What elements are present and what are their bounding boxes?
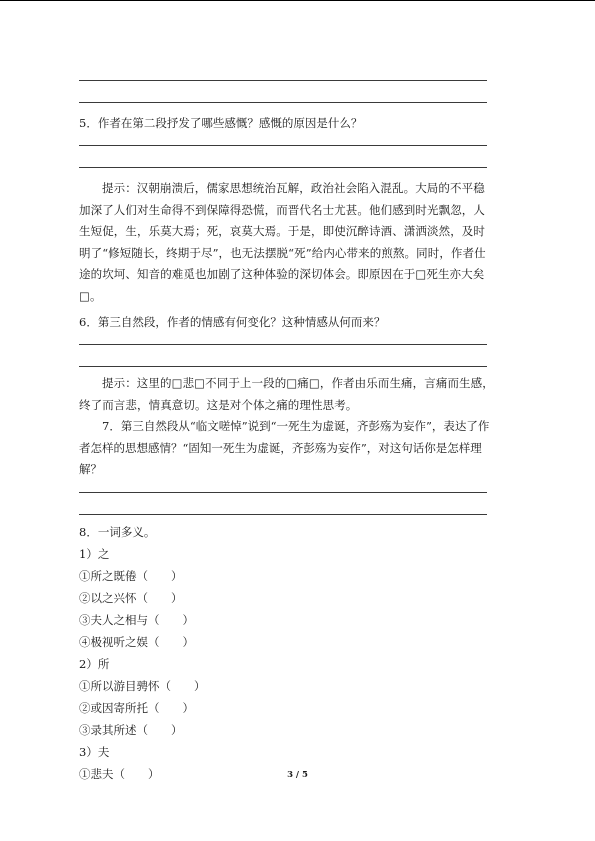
answer-line bbox=[79, 344, 487, 345]
list-item: ③录其所述（ ） bbox=[79, 722, 183, 737]
group-heading: 1）之 bbox=[79, 546, 110, 561]
page-number: 3 / 5 bbox=[287, 770, 308, 780]
answer-line bbox=[79, 102, 487, 103]
list-item: ③夫人之相与（ ） bbox=[79, 612, 194, 627]
question-8: 8．一词多义。 bbox=[79, 524, 156, 539]
page-content bbox=[79, 80, 495, 785]
hint-5: 提示：汉朝崩溃后，儒家思想统治瓦解，政治社会陷入混乱。大局的不平稳加深了人们对生命得不到保障得恐慌，而晋代名士尤甚。他们感到时光飘忽，人生短促，生，乐莫大焉；死，哀莫大焉。于是，即使沉醉诗酒、潇洒淡然，及时明了“修短随长，终期于尽”，也无法摆脱“死”给内心带来的煎熬。同时，作者仕途的坎坷、知音的难觅也加剧了这种体验的深切体会。即原因在于□死生亦大矣□。 bbox=[79, 181, 486, 303]
top-border-line bbox=[0, 0, 595, 1]
answer-line bbox=[79, 366, 487, 367]
group-heading: 2）所 bbox=[79, 656, 110, 671]
list-item: ④极视听之娱（ ） bbox=[79, 634, 194, 649]
answer-line bbox=[79, 145, 487, 146]
hint-6: 提示：这里的□悲□不同于上一段的□痛□，作者由乐而生痛，言痛而生感，终了而言悲，情真意切。这是对个体之痛的理性思考。 bbox=[79, 376, 494, 412]
list-item: ①所以游目骋怀（ ） bbox=[79, 678, 206, 693]
answer-line bbox=[79, 492, 487, 493]
list-item: ②以之兴怀（ ） bbox=[79, 590, 183, 605]
list-item: ①悲夫（ ） bbox=[79, 766, 160, 781]
list-item: ②或因寄所托（ ） bbox=[79, 700, 194, 715]
question-7: 7．第三自然段从“临文嗟悼”说到“一死生为虚诞，齐彭殇为妄作”，表达了作者怎样的思想感情？“固知一死生为虚诞，齐彭殇为妄作”，对这句话你是怎样理解？ bbox=[79, 419, 490, 476]
question-6: 6．第三自然段，作者的情感有何变化？这种情感从何而来？ bbox=[79, 315, 386, 329]
answer-line bbox=[79, 80, 487, 81]
answer-line bbox=[79, 167, 487, 168]
question-5: 5．作者在第二段抒发了哪些感慨？感慨的原因是什么？ bbox=[79, 116, 363, 130]
group-heading: 3）夫 bbox=[79, 744, 110, 759]
answer-line bbox=[79, 514, 487, 515]
list-item: ①所之既倦（ ） bbox=[79, 568, 183, 583]
